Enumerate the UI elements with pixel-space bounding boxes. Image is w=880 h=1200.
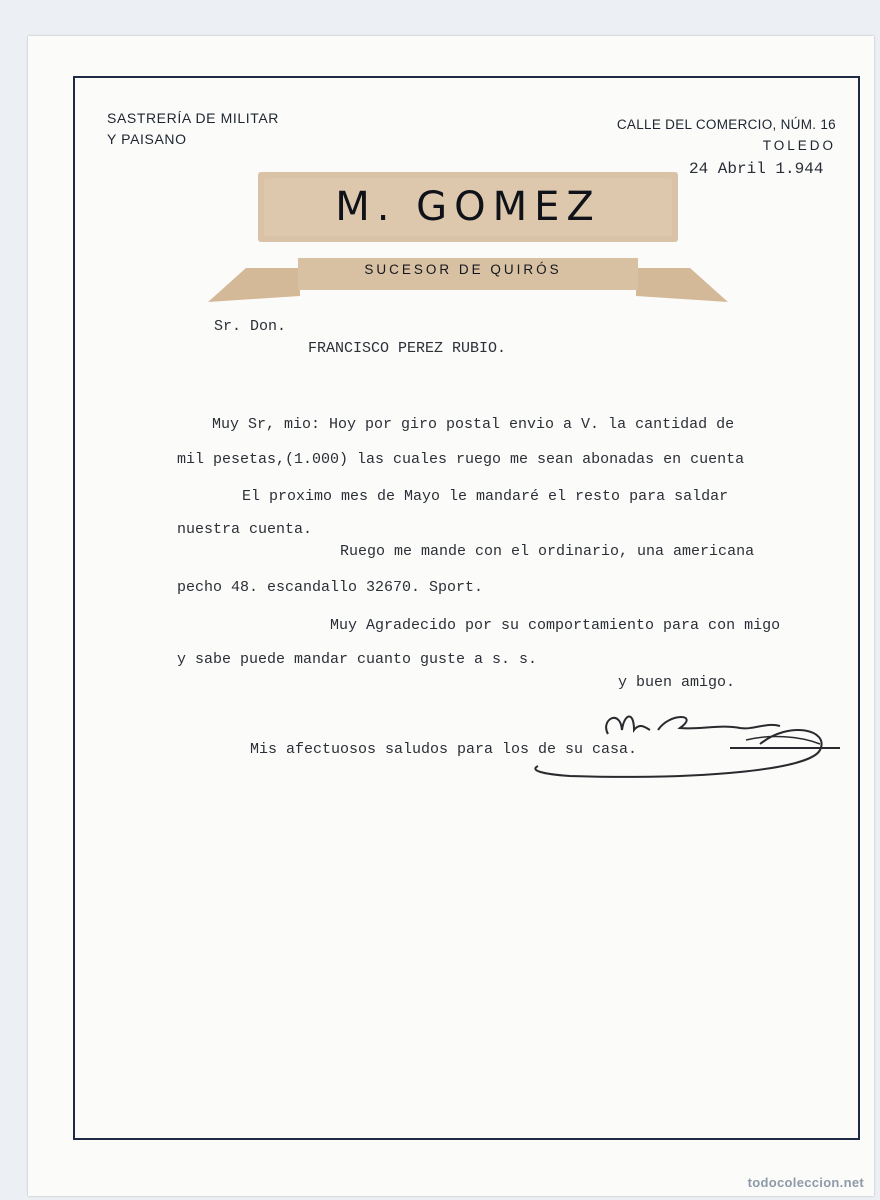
body-line-1: Muy Sr, mio: Hoy por giro postal envio a V. la cantidad de (212, 416, 735, 433)
body-line-8: y sabe puede mandar cuanto guste a s. s. (177, 651, 538, 668)
body-line-6: pecho 48. escandallo 32670. Sport. (177, 579, 484, 596)
business-type-line1: SASTRERÍA DE MILITAR (107, 110, 279, 126)
body-line-2: mil pesetas,(1.000) las cuales ruego me sean abonadas en cuenta (177, 451, 745, 468)
body-line-3: El proximo mes de Mayo le mandaré el resto para saldar (242, 488, 729, 505)
letter-date: 24 Abril 1.944 (689, 160, 824, 178)
watermark: todocoleccion.net (747, 1175, 864, 1190)
closing: y buen amigo. (618, 674, 736, 691)
street-address: CALLE DEL COMERCIO, NÚM. 16 (616, 117, 836, 132)
tagline: SUCESOR DE QUIRÓS (364, 262, 562, 277)
city: TOLEDO (762, 138, 836, 153)
ribbon-left-tail (208, 268, 300, 302)
business-type (107, 108, 279, 150)
address-block (617, 114, 836, 156)
regards-line: Mis afectuosos saludos para los de su casa. (250, 741, 638, 758)
logo (264, 178, 672, 236)
salutation: Sr. Don. (214, 318, 287, 335)
body-line-5: Ruego me mande con el ordinario, una americana (340, 543, 755, 560)
business-type-line2: Y PAISANO (107, 131, 187, 147)
recipient-name: FRANCISCO PEREZ RUBIO. (308, 340, 507, 357)
body-line-7: Muy Agradecido por su comportamiento para con migo (330, 617, 781, 634)
body-line-4: nuestra cuenta. (177, 521, 313, 538)
handwritten-signature (530, 700, 850, 790)
ribbon-right-tail (636, 268, 728, 302)
brand-name: M. GOMEZ (335, 184, 601, 230)
